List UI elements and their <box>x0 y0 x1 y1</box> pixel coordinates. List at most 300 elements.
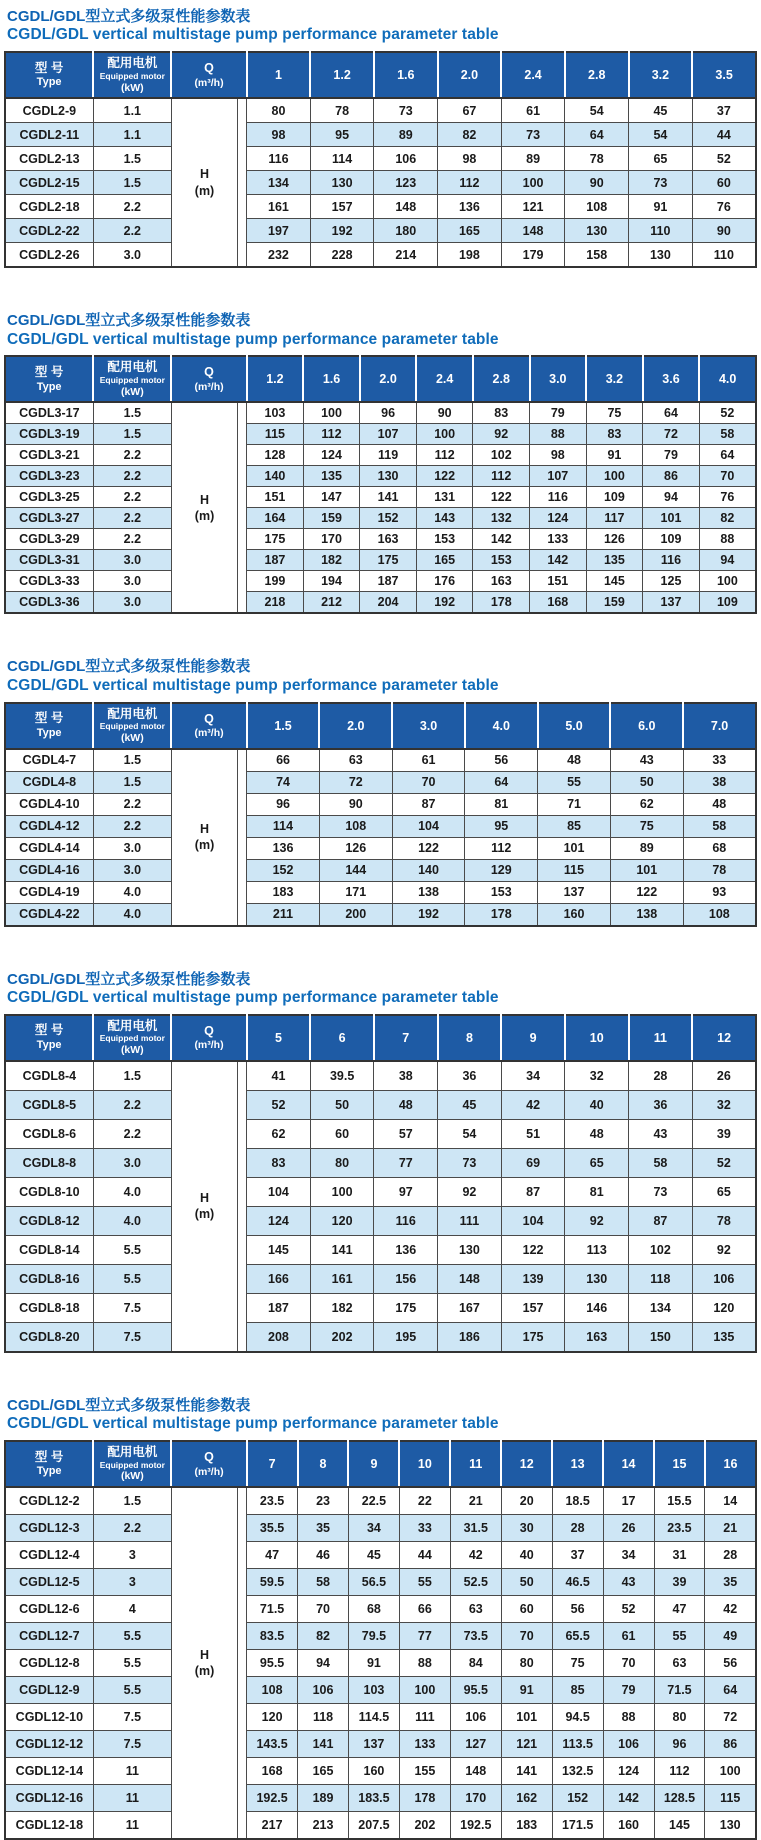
head-value-cell: 77 <box>374 1148 438 1177</box>
head-value-cell: 73 <box>629 1177 693 1206</box>
table-row <box>5 1293 756 1322</box>
table-row <box>5 793 756 815</box>
head-value-cell: 90 <box>416 402 473 424</box>
type-cell: CGDL8-12 <box>5 1206 93 1235</box>
head-value-cell: 199 <box>247 571 304 592</box>
head-value-cell: 90 <box>319 793 392 815</box>
head-value-cell: 60 <box>692 171 756 195</box>
type-cell: CGDL2-15 <box>5 171 93 195</box>
head-value-cell: 54 <box>629 123 693 147</box>
table-row <box>5 1758 756 1785</box>
header-label-line: 配用电机 <box>107 706 158 721</box>
table-row <box>5 881 756 903</box>
head-value-cell: 101 <box>538 837 611 859</box>
head-value-cell: 98 <box>438 147 502 171</box>
head-value-cell: 116 <box>530 487 587 508</box>
head-value-cell: 187 <box>360 571 417 592</box>
head-value-cell: 142 <box>473 529 530 550</box>
head-value-cell: 48 <box>538 749 611 772</box>
head-value-cell: 101 <box>643 508 700 529</box>
head-value-cell: 48 <box>374 1090 438 1119</box>
head-h-cell <box>171 1487 237 1839</box>
head-value-cell: 39.5 <box>310 1061 374 1091</box>
head-value-cell: 180 <box>374 219 438 243</box>
q-value-header: 7.0 <box>683 703 756 749</box>
head-value-cell: 88 <box>530 424 587 445</box>
head-value-cell: 159 <box>303 508 360 529</box>
head-value-cell: 163 <box>565 1322 629 1352</box>
head-value-cell: 192.5 <box>247 1785 298 1812</box>
motor-column-header <box>93 1441 171 1487</box>
header-label-line: (kW) <box>120 732 144 744</box>
head-value-cell: 109 <box>643 529 700 550</box>
head-value-cell: 148 <box>501 219 565 243</box>
head-value-cell: 98 <box>530 445 587 466</box>
head-value-cell: 42 <box>705 1596 756 1623</box>
head-value-cell: 178 <box>473 592 530 614</box>
head-value-cell: 130 <box>705 1812 756 1840</box>
motor-cell: 11 <box>93 1758 171 1785</box>
type-cell: CGDL2-22 <box>5 219 93 243</box>
type-cell: CGDL12-9 <box>5 1677 93 1704</box>
head-value-cell: 179 <box>501 243 565 268</box>
head-value-cell: 21 <box>450 1487 501 1515</box>
section-titles <box>7 8 761 45</box>
table-title-en: CGDL/GDL vertical multistage pump performance parameter table <box>7 330 499 348</box>
head-value-cell: 139 <box>501 1264 565 1293</box>
type-cell: CGDL12-5 <box>5 1569 93 1596</box>
head-value-cell: 44 <box>692 123 756 147</box>
head-value-cell: 112 <box>465 837 538 859</box>
table-body <box>5 1487 756 1839</box>
table-title-zh: CGDL/GDL型立式多级泵性能参数表 <box>7 312 251 330</box>
head-value-cell: 30 <box>501 1515 552 1542</box>
table-row <box>5 1515 756 1542</box>
head-value-cell: 192 <box>392 903 465 926</box>
head-value-cell: 73 <box>629 171 693 195</box>
head-value-cell: 130 <box>360 466 417 487</box>
head-value-cell: 134 <box>247 171 311 195</box>
type-cell: CGDL8-16 <box>5 1264 93 1293</box>
table-body <box>5 402 756 613</box>
head-value-cell: 71.5 <box>247 1596 298 1623</box>
head-value-cell: 119 <box>360 445 417 466</box>
motor-cell: 7.5 <box>93 1704 171 1731</box>
header-label-line: (m³/h) <box>194 1039 224 1052</box>
head-value-cell: 162 <box>501 1785 552 1812</box>
head-value-cell: 85 <box>552 1677 603 1704</box>
head-value-cell: 168 <box>530 592 587 614</box>
head-value-cell: 183 <box>247 881 320 903</box>
q-value-header: 15 <box>654 1441 705 1487</box>
head-value-cell: 108 <box>565 195 629 219</box>
type-cell: CGDL8-5 <box>5 1090 93 1119</box>
q-value-header: 11 <box>450 1441 501 1487</box>
head-value-cell: 198 <box>438 243 502 268</box>
head-value-cell: 211 <box>247 903 320 926</box>
motor-cell: 1.5 <box>93 402 171 424</box>
head-value-cell: 213 <box>298 1812 349 1840</box>
type-cell: CGDL4-10 <box>5 793 93 815</box>
head-value-cell: 155 <box>399 1758 450 1785</box>
type-column-header <box>5 1015 93 1061</box>
head-value-cell: 23.5 <box>247 1487 298 1515</box>
motor-cell: 3.0 <box>93 837 171 859</box>
type-cell: CGDL2-26 <box>5 243 93 268</box>
motor-cell: 4.0 <box>93 903 171 926</box>
head-value-cell: 130 <box>565 1264 629 1293</box>
head-value-cell: 100 <box>699 571 756 592</box>
table-header <box>5 1441 756 1487</box>
table-title-zh: CGDL/GDL型立式多级泵性能参数表 <box>7 658 251 676</box>
header-label-line: Type <box>36 76 62 89</box>
header-label-line: 型 号 <box>34 1449 64 1464</box>
header-label-line: (m³/h) <box>194 1465 224 1478</box>
gap-cell <box>238 98 247 267</box>
head-value-cell: 92 <box>473 424 530 445</box>
section-titles <box>7 658 761 695</box>
head-value-cell: 21 <box>705 1515 756 1542</box>
type-cell: CGDL8-8 <box>5 1148 93 1177</box>
head-value-cell: 92 <box>438 1177 502 1206</box>
q-value-header: 2.0 <box>438 52 502 98</box>
head-value-cell: 157 <box>501 1293 565 1322</box>
type-cell: CGDL12-8 <box>5 1650 93 1677</box>
table-row <box>5 529 756 550</box>
table-row <box>5 550 756 571</box>
head-value-cell: 51 <box>501 1119 565 1148</box>
motor-cell: 2.2 <box>93 1090 171 1119</box>
performance-table <box>4 51 757 268</box>
head-value-cell: 146 <box>565 1293 629 1322</box>
head-value-cell: 123 <box>374 171 438 195</box>
head-value-cell: 36 <box>438 1061 502 1091</box>
head-value-cell: 100 <box>303 402 360 424</box>
table-row <box>5 171 756 195</box>
table-row <box>5 424 756 445</box>
head-value-cell: 80 <box>654 1704 705 1731</box>
type-cell: CGDL12-10 <box>5 1704 93 1731</box>
head-value-cell: 49 <box>705 1623 756 1650</box>
header-label-line: 配用电机 <box>107 56 158 71</box>
head-value-cell: 40 <box>501 1542 552 1569</box>
q-value-header: 8 <box>438 1015 502 1061</box>
table-row <box>5 837 756 859</box>
head-value-cell: 118 <box>298 1704 349 1731</box>
type-cell: CGDL8-18 <box>5 1293 93 1322</box>
table-row <box>5 402 756 424</box>
head-value-cell: 68 <box>348 1596 399 1623</box>
motor-cell: 7.5 <box>93 1731 171 1758</box>
type-cell: CGDL12-18 <box>5 1812 93 1840</box>
head-value-cell: 23 <box>298 1487 349 1515</box>
head-value-cell: 45 <box>629 98 693 123</box>
head-value-cell: 28 <box>552 1515 603 1542</box>
head-value-cell: 115 <box>247 424 304 445</box>
head-value-cell: 98 <box>247 123 311 147</box>
head-value-cell: 86 <box>643 466 700 487</box>
q-value-header: 4.0 <box>699 356 756 402</box>
head-value-cell: 168 <box>247 1758 298 1785</box>
motor-column-header <box>93 356 171 402</box>
table-body <box>5 1061 756 1352</box>
head-value-cell: 101 <box>501 1704 552 1731</box>
head-value-cell: 170 <box>303 529 360 550</box>
motor-cell: 3.0 <box>93 1148 171 1177</box>
head-value-cell: 73 <box>501 123 565 147</box>
head-value-cell: 136 <box>438 195 502 219</box>
head-value-cell: 34 <box>348 1515 399 1542</box>
head-value-cell: 58 <box>298 1569 349 1596</box>
head-value-cell: 113 <box>565 1235 629 1264</box>
table-row <box>5 123 756 147</box>
head-value-cell: 50 <box>310 1090 374 1119</box>
head-value-cell: 89 <box>501 147 565 171</box>
pump-table-section-cgdl12 <box>0 1397 761 1840</box>
motor-cell: 5.5 <box>93 1623 171 1650</box>
head-value-cell: 130 <box>565 219 629 243</box>
head-value-cell: 121 <box>501 1731 552 1758</box>
motor-cell: 1.5 <box>93 771 171 793</box>
head-value-cell: 116 <box>374 1206 438 1235</box>
head-value-cell: 113.5 <box>552 1731 603 1758</box>
head-value-cell: 137 <box>643 592 700 614</box>
motor-cell: 2.2 <box>93 815 171 837</box>
section-titles <box>7 971 761 1008</box>
motor-cell: 1.5 <box>93 147 171 171</box>
table-title-en: CGDL/GDL vertical multistage pump performance parameter table <box>7 676 499 694</box>
head-value-cell: 102 <box>629 1235 693 1264</box>
head-value-cell: 125 <box>643 571 700 592</box>
head-value-cell: 137 <box>348 1731 399 1758</box>
head-value-cell: 54 <box>565 98 629 123</box>
gap-cell <box>238 402 247 613</box>
head-value-cell: 143.5 <box>247 1731 298 1758</box>
motor-cell: 1.1 <box>93 98 171 123</box>
head-value-cell: 124 <box>530 508 587 529</box>
head-value-cell: 89 <box>610 837 683 859</box>
head-value-cell: 140 <box>247 466 304 487</box>
table-row <box>5 1119 756 1148</box>
head-value-cell: 96 <box>654 1731 705 1758</box>
head-value-cell: 80 <box>501 1650 552 1677</box>
q-value-header: 6 <box>310 1015 374 1061</box>
head-value-cell: 111 <box>438 1206 502 1235</box>
head-value-cell: 88 <box>399 1650 450 1677</box>
head-value-cell: 114 <box>247 815 320 837</box>
motor-cell: 5.5 <box>93 1677 171 1704</box>
motor-column-header <box>93 703 171 749</box>
type-cell: CGDL12-3 <box>5 1515 93 1542</box>
type-column-header <box>5 356 93 402</box>
head-value-cell: 141 <box>310 1235 374 1264</box>
type-cell: CGDL3-25 <box>5 487 93 508</box>
head-value-cell: 100 <box>586 466 643 487</box>
type-cell: CGDL3-21 <box>5 445 93 466</box>
head-value-cell: 202 <box>399 1812 450 1840</box>
head-value-cell: 120 <box>310 1206 374 1235</box>
performance-table <box>4 1014 757 1353</box>
q-value-header: 14 <box>603 1441 654 1487</box>
head-value-cell: 58 <box>629 1148 693 1177</box>
head-value-cell: 94 <box>643 487 700 508</box>
type-cell: CGDL8-14 <box>5 1235 93 1264</box>
type-cell: CGDL3-31 <box>5 550 93 571</box>
head-value-cell: 70 <box>392 771 465 793</box>
head-value-cell: 80 <box>247 98 311 123</box>
type-cell: CGDL3-33 <box>5 571 93 592</box>
motor-cell: 3.0 <box>93 592 171 614</box>
head-value-cell: 186 <box>438 1322 502 1352</box>
header-label-line: Type <box>36 1039 62 1052</box>
head-value-cell: 106 <box>603 1731 654 1758</box>
head-value-cell: 72 <box>643 424 700 445</box>
head-value-cell: 156 <box>374 1264 438 1293</box>
head-value-cell: 103 <box>247 402 304 424</box>
header-label-line: (kW) <box>120 1470 144 1483</box>
head-value-cell: 91 <box>348 1650 399 1677</box>
head-value-cell: 64 <box>565 123 629 147</box>
header-label-line: Type <box>36 726 62 739</box>
header-label-line: Type <box>36 1465 62 1478</box>
head-value-cell: 47 <box>247 1542 298 1569</box>
head-value-cell: 62 <box>610 793 683 815</box>
head-value-cell: 48 <box>683 793 756 815</box>
head-value-cell: 112 <box>473 466 530 487</box>
head-value-cell: 170 <box>450 1785 501 1812</box>
q-value-header: 6.0 <box>610 703 683 749</box>
head-value-cell: 192.5 <box>450 1812 501 1840</box>
head-value-cell: 71 <box>538 793 611 815</box>
head-value-cell: 68 <box>683 837 756 859</box>
q-value-header: 5.0 <box>538 703 611 749</box>
table-title-en: CGDL/GDL vertical multistage pump performance parameter table <box>7 26 499 44</box>
head-value-cell: 56.5 <box>348 1569 399 1596</box>
head-value-cell: 112 <box>438 171 502 195</box>
head-value-cell: 88 <box>603 1704 654 1731</box>
head-value-cell: 136 <box>374 1235 438 1264</box>
motor-cell: 2.2 <box>93 487 171 508</box>
section-titles <box>7 1397 761 1434</box>
header-label-line: (kW) <box>120 385 144 398</box>
head-value-cell: 55 <box>654 1623 705 1650</box>
motor-cell: 5.5 <box>93 1235 171 1264</box>
head-value-cell: 141 <box>501 1758 552 1785</box>
type-column-header <box>5 52 93 98</box>
head-value-cell: 70 <box>699 466 756 487</box>
header-label-line: (m) <box>194 1664 215 1679</box>
header-row <box>5 1015 756 1061</box>
head-value-cell: 81 <box>465 793 538 815</box>
table-row <box>5 1487 756 1515</box>
header-label-line: Equipped motor <box>99 1033 165 1044</box>
head-value-cell: 52 <box>692 147 756 171</box>
table-row <box>5 1623 756 1650</box>
head-value-cell: 109 <box>586 487 643 508</box>
header-label-line: H <box>200 492 210 507</box>
head-value-cell: 46 <box>298 1542 349 1569</box>
head-value-cell: 135 <box>303 466 360 487</box>
table-row <box>5 749 756 772</box>
head-value-cell: 80 <box>310 1148 374 1177</box>
head-value-cell: 163 <box>473 571 530 592</box>
head-value-cell: 114 <box>310 147 374 171</box>
head-value-cell: 218 <box>247 592 304 614</box>
performance-table <box>4 1440 757 1840</box>
head-value-cell: 194 <box>303 571 360 592</box>
table-row <box>5 1061 756 1091</box>
head-value-cell: 28 <box>629 1061 693 1091</box>
head-value-cell: 135 <box>692 1322 756 1352</box>
head-value-cell: 161 <box>310 1264 374 1293</box>
head-value-cell: 134 <box>629 1293 693 1322</box>
head-value-cell: 37 <box>692 98 756 123</box>
head-value-cell: 35 <box>705 1569 756 1596</box>
q-value-header: 7 <box>247 1441 298 1487</box>
head-value-cell: 52 <box>603 1596 654 1623</box>
q-value-header: 2.8 <box>565 52 629 98</box>
motor-cell: 5.5 <box>93 1650 171 1677</box>
head-value-cell: 197 <box>247 219 311 243</box>
table-title-en: CGDL/GDL vertical multistage pump performance parameter table <box>7 1415 499 1433</box>
flow-column-header <box>171 703 246 749</box>
q-value-header: 5 <box>247 1015 311 1061</box>
head-value-cell: 182 <box>303 550 360 571</box>
type-cell: CGDL4-19 <box>5 881 93 903</box>
motor-cell: 1.5 <box>93 749 171 772</box>
gap-cell <box>238 1061 247 1352</box>
head-value-cell: 120 <box>692 1293 756 1322</box>
head-value-cell: 85 <box>538 815 611 837</box>
head-value-cell: 126 <box>319 837 392 859</box>
head-value-cell: 78 <box>683 859 756 881</box>
head-value-cell: 111 <box>399 1704 450 1731</box>
head-value-cell: 83 <box>247 1148 311 1177</box>
q-value-header: 2.0 <box>319 703 392 749</box>
type-column-header <box>5 703 93 749</box>
header-row <box>5 1441 756 1487</box>
head-value-cell: 56 <box>705 1650 756 1677</box>
head-value-cell: 60 <box>310 1119 374 1148</box>
head-value-cell: 95.5 <box>450 1677 501 1704</box>
motor-cell: 2.2 <box>93 508 171 529</box>
head-value-cell: 108 <box>683 903 756 926</box>
q-value-header: 3.6 <box>643 356 700 402</box>
head-value-cell: 52 <box>692 1148 756 1177</box>
type-cell: CGDL3-19 <box>5 424 93 445</box>
type-cell: CGDL12-16 <box>5 1785 93 1812</box>
type-cell: CGDL4-14 <box>5 837 93 859</box>
head-value-cell: 202 <box>310 1322 374 1352</box>
table-row <box>5 815 756 837</box>
head-value-cell: 142 <box>530 550 587 571</box>
header-label-line: 配用电机 <box>107 1445 158 1460</box>
head-value-cell: 147 <box>303 487 360 508</box>
motor-cell: 2.2 <box>93 195 171 219</box>
head-value-cell: 95.5 <box>247 1650 298 1677</box>
head-value-cell: 73.5 <box>450 1623 501 1650</box>
head-value-cell: 22 <box>399 1487 450 1515</box>
head-value-cell: 32 <box>565 1061 629 1091</box>
head-value-cell: 50 <box>501 1569 552 1596</box>
performance-table <box>4 702 757 927</box>
header-label-line: Q <box>204 61 214 76</box>
head-value-cell: 48 <box>565 1119 629 1148</box>
table-row <box>5 1812 756 1840</box>
motor-cell: 3 <box>93 1569 171 1596</box>
head-value-cell: 65 <box>692 1177 756 1206</box>
gap-cell <box>238 1487 247 1839</box>
